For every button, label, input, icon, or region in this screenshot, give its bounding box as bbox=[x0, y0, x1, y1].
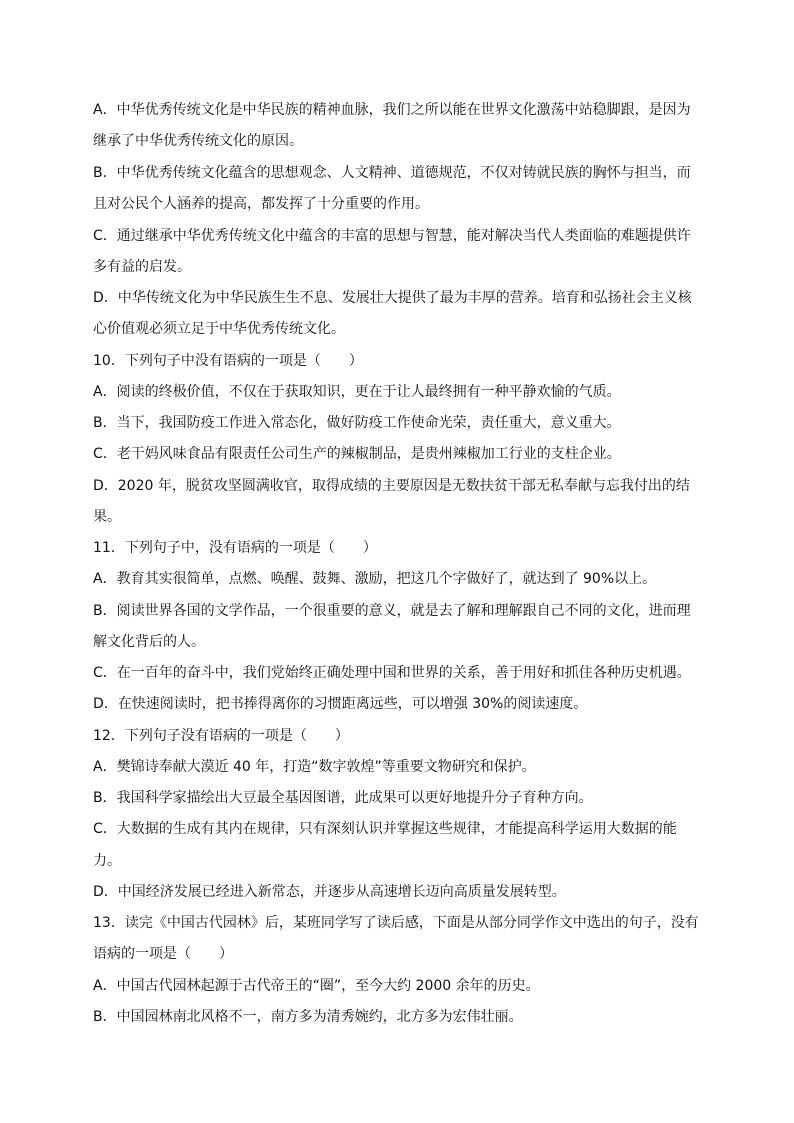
text-line: B．中国园林南北风格不一，南方多为清秀婉约，北方多为宏伟壮丽。 bbox=[93, 1009, 523, 1025]
text-line: D．中华传统文化为中华民族生生不息、发展壮大提供了最为丰厚的营养。培育和弘扬社会主义核 bbox=[93, 290, 692, 306]
text-line: B．当下，我国防疫工作进入常态化，做好防疫工作使命光荣，责任重大，意义重大。 bbox=[93, 415, 621, 431]
text-line: A．阅读的终极价值，不仅在于获取知识，更在于让人最终拥有一种平静欢愉的气质。 bbox=[93, 384, 621, 400]
text-line: B．阅读世界各国的文学作品，一个很重要的意义，就是去了解和理解跟自己不同的文化，进而理 bbox=[93, 603, 691, 619]
text-line: A．教育其实很简单，点燃、唤醒、鼓舞、激励，把这几个字做好了，就达到了 90%以上。 bbox=[93, 571, 657, 587]
text-line: 语病的一项是（ ） bbox=[93, 946, 233, 962]
question-heading: 10．下列句子中没有语病的一项是（ ） bbox=[93, 353, 363, 369]
text-line: A．樊锦诗奉献大漠近 40 年，打造“数字敦煌”等重要文物研究和保护。 bbox=[93, 759, 536, 775]
text-line: C．通过继承中华优秀传统文化中蕴含的丰富的思想与智慧，能对解决当代人类面临的难题提供许 bbox=[93, 228, 691, 244]
question-heading: 11．下列句子中，没有语病的一项是（ ） bbox=[93, 540, 377, 556]
text-line: 且对公民个人涵养的提高，都发挥了十分重要的作用。 bbox=[93, 196, 429, 212]
text-line: 力。 bbox=[93, 853, 121, 869]
text-line: A．中国古代园林起源于古代帝王的“圈”，至今大约 2000 余年的历史。 bbox=[93, 978, 540, 994]
text-line: A．中华优秀传统文化是中华民族的精神血脉，我们之所以能在世界文化激荡中站稳脚跟，是因为 bbox=[93, 102, 691, 118]
text-line: C．在一百年的奋斗中，我们党始终正确处理中国和世界的关系，善于用好和抓住各种历史机遇。 bbox=[93, 665, 691, 681]
text-line: 果。 bbox=[93, 509, 121, 525]
text-line: D．在快速阅读时，把书捧得离你的习惯距离远些，可以增强 30%的阅读速度。 bbox=[93, 696, 588, 712]
text-line: 多有益的启发。 bbox=[93, 259, 191, 275]
text-line: 解文化背后的人。 bbox=[93, 634, 205, 650]
text-line: C．老干妈风味食品有限责任公司生产的辣椒制品，是贵州辣椒加工行业的支柱企业。 bbox=[93, 446, 621, 462]
text-line: B．中华优秀传统文化蕴含的思想观念、人文精神、道德规范，不仅对铸就民族的胸怀与担当，而 bbox=[93, 165, 691, 181]
question-heading: 13．读完《中国古代园林》后，某班同学写了读后感，下面是从部分同学作文中选出的句子，没有 bbox=[93, 915, 699, 931]
text-line: C．大数据的生成有其内在规律，只有深刻认识并掌握这些规律，才能提高科学运用大数据的能 bbox=[93, 821, 677, 837]
text-line: D．2020 年，脱贫攻坚圆满收官，取得成绩的主要原因是无数扶贫干部无私奉献与忘我付出的结 bbox=[93, 478, 690, 494]
text-line: 继承了中华优秀传统文化的原因。 bbox=[93, 133, 303, 149]
text-line: 心价值观必须立足于中华优秀传统文化。 bbox=[93, 321, 345, 337]
question-heading: 12．下列句子没有语病的一项是（ ） bbox=[93, 728, 349, 744]
text-line: D．中国经济发展已经进入新常态，并逐步从高速增长迈向高质量发展转型。 bbox=[93, 884, 566, 900]
text-line: B．我国科学家描绘出大豆最全基因图谱，此成果可以更好地提升分子育种方向。 bbox=[93, 790, 593, 806]
